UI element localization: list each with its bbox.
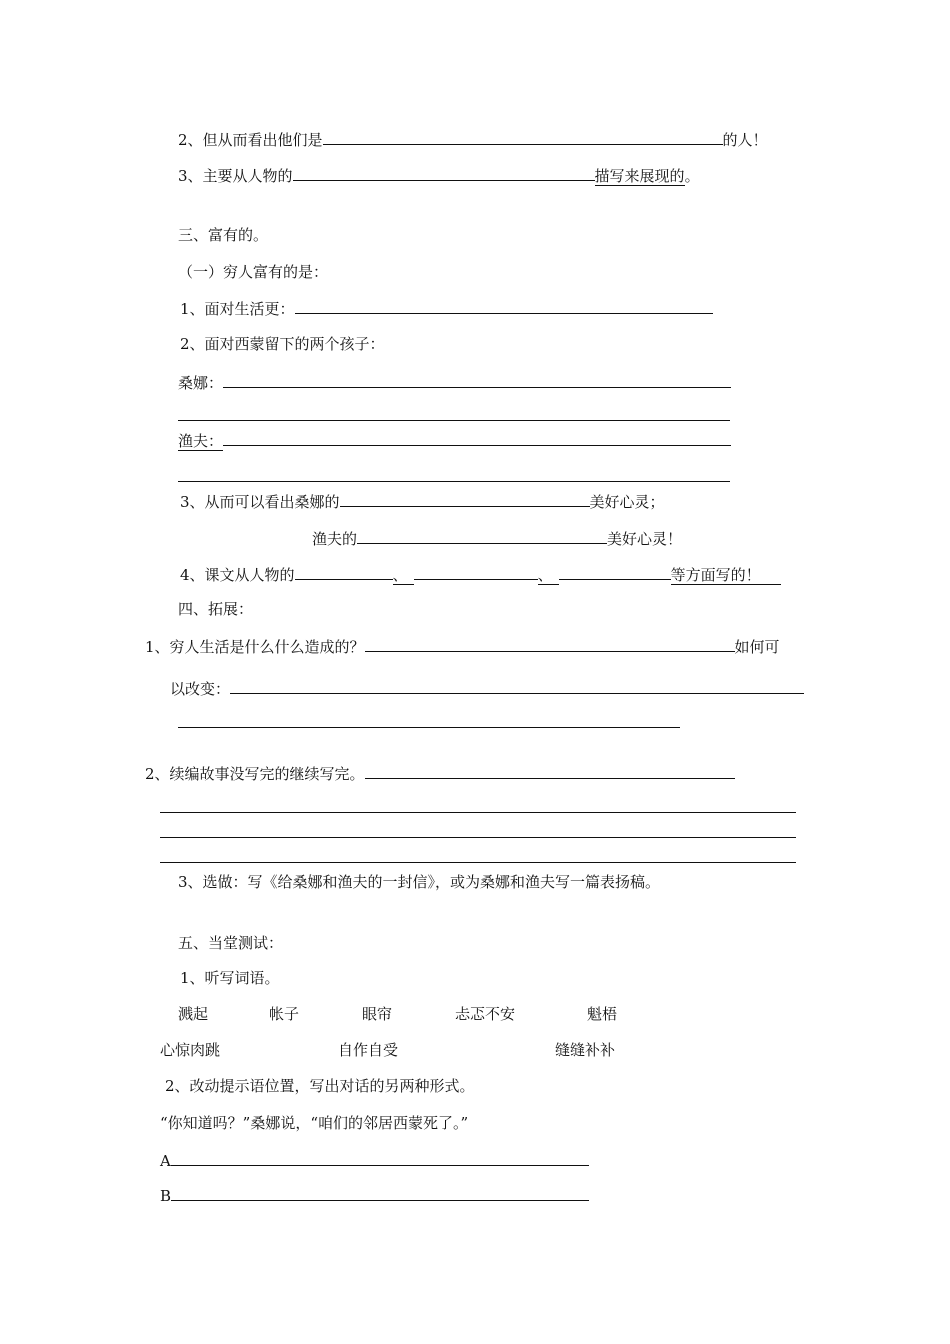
- question-text-cont: 如何可: [734, 638, 780, 656]
- question-text: 2、但从而看出他们是: [178, 131, 323, 149]
- option-b-line: [160, 1184, 589, 1204]
- question-text: 2、续编故事没写完的继续写完。: [145, 765, 365, 783]
- question-text: 3、从而可以看出桑娜的: [180, 493, 340, 511]
- section-4-q1-line2: [170, 677, 804, 697]
- question-text-end: 描写来展现的: [594, 167, 685, 185]
- question-text: 1、面对生活更：: [180, 300, 295, 318]
- answer-line[interactable]: [160, 812, 796, 813]
- option-a-line: [160, 1149, 589, 1169]
- section-4-title: 四、拓展：: [178, 600, 254, 618]
- question-text: 4、课文从人物的: [180, 566, 295, 584]
- answer-blank[interactable]: [559, 563, 671, 580]
- question-text-end: 等方面写的！: [671, 566, 781, 585]
- question-text-end: 的人！: [722, 131, 768, 149]
- answer-blank[interactable]: [171, 1184, 589, 1201]
- answer-line[interactable]: [160, 862, 796, 863]
- section-3-q3b: [312, 527, 682, 547]
- word-item: 眼帘: [362, 1005, 393, 1023]
- section-4-q1: [145, 635, 780, 655]
- answer-blank[interactable]: [223, 429, 731, 446]
- answer-blank[interactable]: [365, 762, 735, 779]
- answer-blank[interactable]: [323, 128, 723, 145]
- period: 。: [684, 167, 700, 185]
- answer-line[interactable]: [160, 837, 796, 838]
- dialogue-quote: “你知道吗？”桑娜说，“咱们的邻居西蒙死了。”: [160, 1114, 469, 1132]
- word-item: 自作自受: [338, 1041, 399, 1059]
- answer-blank[interactable]: [223, 371, 731, 388]
- section-3-title: 三、富有的。: [178, 226, 269, 244]
- answer-line[interactable]: [178, 420, 730, 421]
- section-5-q2: 2、改动提示语位置，写出对话的另两种形式。: [165, 1077, 475, 1095]
- option-a-label: A: [160, 1152, 171, 1170]
- answer-blank[interactable]: [295, 563, 393, 580]
- sangna-line: [178, 371, 731, 391]
- answer-blank[interactable]: [414, 563, 538, 580]
- section-5-q1: 1、听写词语。: [180, 969, 280, 987]
- word-item: 魁梧: [587, 1005, 618, 1023]
- answer-blank[interactable]: [171, 1149, 589, 1166]
- section-3-q4: [180, 563, 781, 583]
- section-5-title: 五、当堂测试：: [178, 934, 284, 952]
- answer-blank[interactable]: [365, 635, 735, 652]
- question-text: 3、主要从人物的: [178, 167, 293, 185]
- separator: 、: [538, 566, 559, 585]
- section-3-subtitle: （一）穷人富有的是：: [178, 263, 329, 281]
- word-item: 心惊肉跳: [160, 1041, 221, 1059]
- option-b-label: B: [160, 1187, 172, 1205]
- word-item: 忐忑不安: [455, 1005, 516, 1023]
- sangna-label: 桑娜：: [178, 374, 224, 392]
- section-3-q3: [180, 490, 665, 510]
- section-3-q1: [180, 297, 713, 317]
- word-item: 帐子: [269, 1005, 300, 1023]
- question-text: 以改变：: [170, 680, 231, 698]
- question-2-line: [178, 128, 768, 148]
- answer-blank[interactable]: [357, 527, 607, 544]
- section-4-q3: 3、选做：写《给桑娜和渔夫的一封信》，或为桑娜和渔夫写一篇表扬稿。: [178, 873, 661, 891]
- question-text-end: 美好心灵！: [607, 530, 683, 548]
- word-item: 缝缝补补: [555, 1041, 616, 1059]
- answer-line[interactable]: [178, 727, 680, 728]
- answer-line[interactable]: [178, 481, 730, 482]
- question-3-line: [178, 164, 700, 184]
- question-text: 1、穷人生活是什么什么造成的？: [145, 638, 365, 656]
- answer-blank[interactable]: [295, 297, 713, 314]
- yufu-line: [178, 429, 731, 449]
- answer-blank[interactable]: [293, 164, 595, 181]
- yufu-label: 渔夫：: [178, 432, 224, 450]
- word-item: 溅起: [178, 1005, 209, 1023]
- question-text-end: 美好心灵；: [589, 493, 665, 511]
- answer-blank[interactable]: [340, 490, 590, 507]
- question-text: 渔夫的: [312, 530, 358, 548]
- separator: 、: [393, 566, 414, 585]
- answer-blank[interactable]: [230, 677, 804, 694]
- section-3-q2: 2、面对西蒙留下的两个孩子：: [180, 335, 385, 353]
- section-4-q2: [145, 762, 735, 782]
